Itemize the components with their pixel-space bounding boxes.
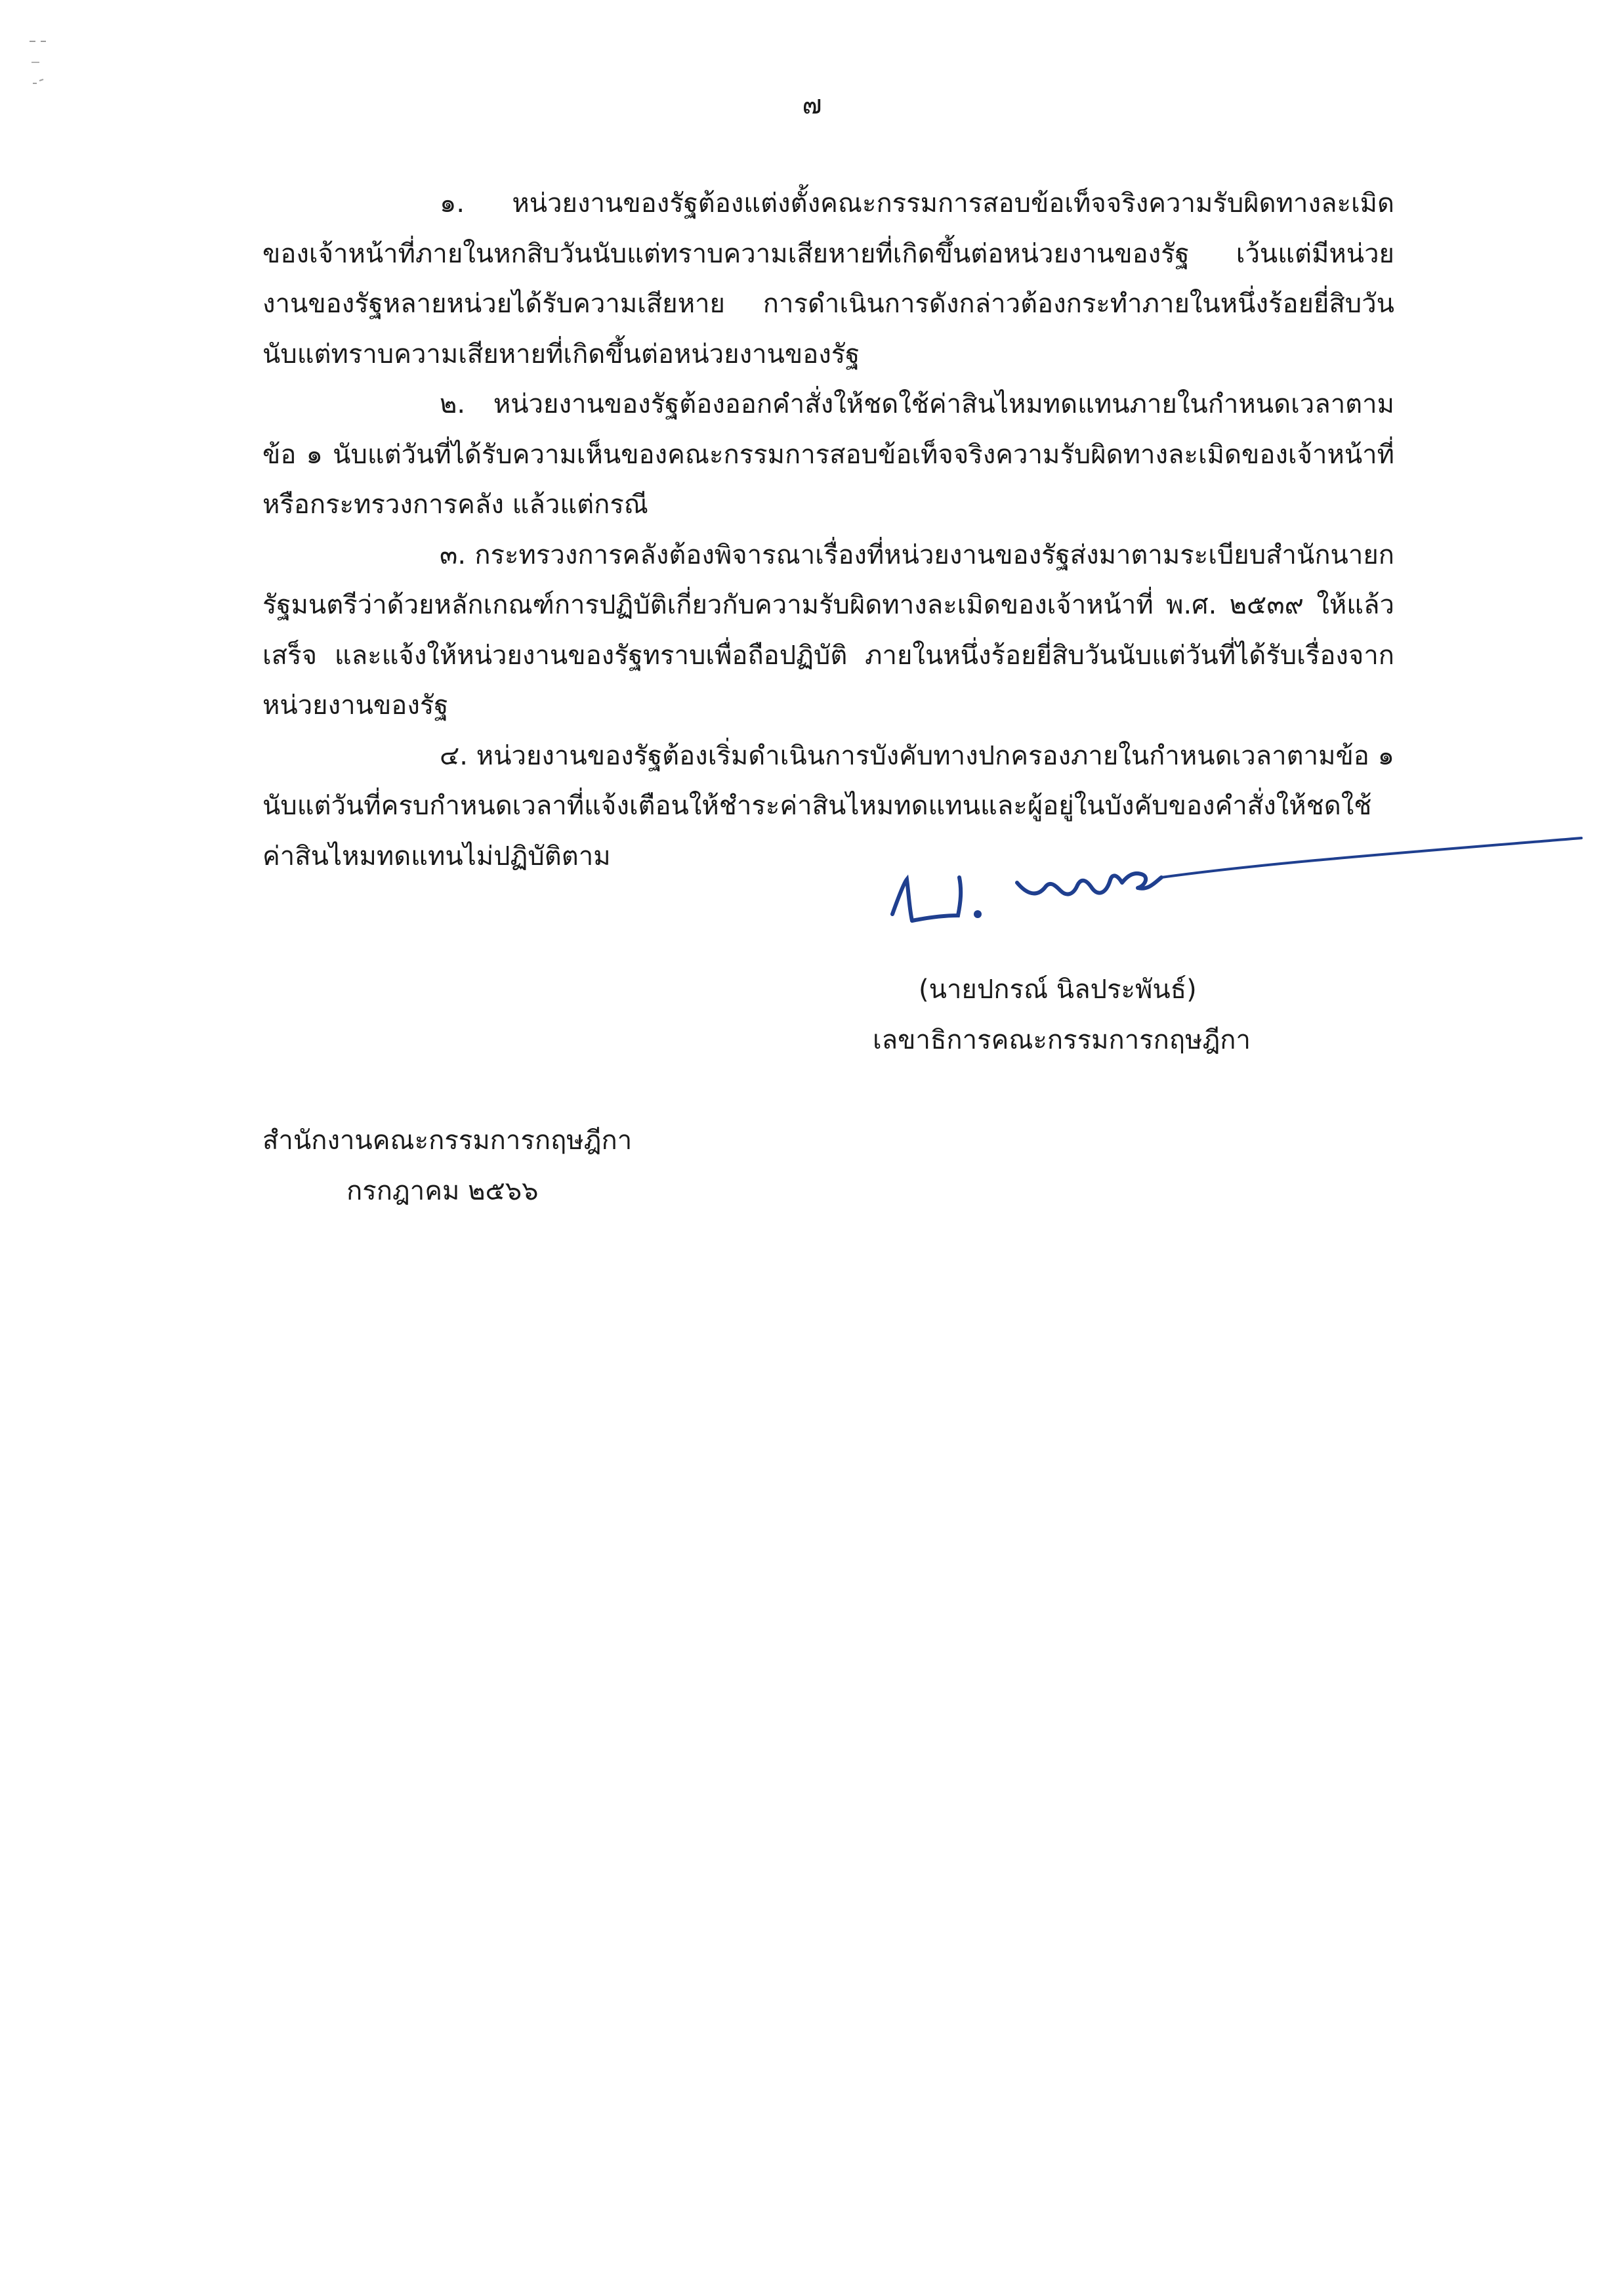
signature-drawing <box>873 817 1594 948</box>
paragraph-1: ๑. หน่วยงานของรัฐต้องแต่งตั้งคณะกรรมการสอบข้อเท็จจริงความรับผิดทางละเมิดของเจ้าหน้าที่ภายในหกสิบวันนับแต่ทราบความเสียหายที่เกิดขึ้นต่อหน่วยงานของรัฐ เว้นแต่มีหน่วยงานของรัฐหลายหน่วยได้รับความเสียหาย การดำเนินการดังกล่าวต้องกระทำภายในหนึ่งร้อยยี่สิบวันนับแต่ทราบความเสียหายที่เกิดขึ้นต่อหน่วยงานของรัฐ <box>262 188 1394 369</box>
paragraph-4: ๔. หน่วยงานของรัฐต้องเริ่มดำเนินการบังคับทางปกครองภายในกำหนดเวลาตามข้อ ๑ นับแต่วันที่ครบกำหนดเวลาที่แจ้งเตือนให้ชำระค่าสินไหมทดแทนและผู้อยู่ในบังคับของคำสั่งให้ชดใช้ค่าสินไหมทดแทนไม่ปฏิบัติตาม <box>262 740 1394 872</box>
page-number: ๗ <box>802 90 822 120</box>
document-body <box>262 178 1394 881</box>
signer-name: (นายปกรณ์ นิลประพันธ์) <box>919 975 1197 1005</box>
handwritten-signature <box>873 817 1594 948</box>
paragraph-3: ๓. กระทรวงการคลังต้องพิจารณาเรื่องที่หน่วยงานของรัฐส่งมาตามระเบียบสำนักนายกรัฐมนตรีว่าด้วยหลักเกณฑ์การปฏิบัติเกี่ยวกับความรับผิดทางละเมิดของเจ้าหน้าที่ พ.ศ. ๒๕๓๙ ให้แล้วเสร็จ และแจ้งให้หน่วยงานของรัฐทราบเพื่อถือปฏิบัติ ภายในหนึ่งร้อยยี่สิบวันนับแต่วันที่ได้รับเรื่องจากหน่วยงานของรัฐ <box>262 539 1394 721</box>
office-name: สำนักงานคณะกรรมการกฤษฎีกา <box>262 1125 633 1156</box>
issue-date: กรกฎาคม ๒๕๖๖ <box>346 1175 539 1206</box>
signer-title: เลขาธิการคณะกรรมการกฤษฎีกา <box>873 1024 1251 1055</box>
paragraph-2: ๒. หน่วยงานของรัฐต้องออกคำสั่งให้ชดใช้ค่าสินไหมทดแทนภายในกำหนดเวลาตามข้อ ๑ นับแต่วันที่ได้รับความเห็นของคณะกรรมการสอบข้อเท็จจริงความรับผิดทางละเมิดของเจ้าหน้าที่หรือกระทรวงการคลัง แล้วแต่กรณี <box>262 389 1394 520</box>
signer-block <box>873 965 1332 1065</box>
office-block <box>262 1116 853 1216</box>
